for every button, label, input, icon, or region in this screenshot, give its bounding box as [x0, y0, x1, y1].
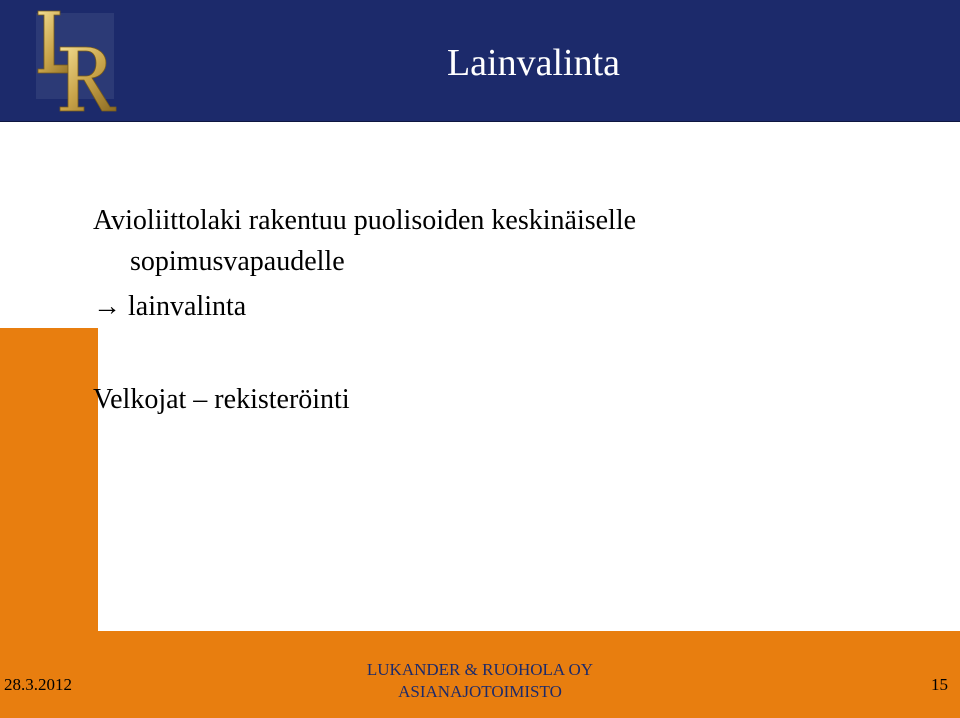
- body-line-3: → lainvalinta: [93, 291, 247, 322]
- slide-header: [0, 0, 960, 122]
- body-line-1: Avioliittolaki rakentuu puolisoiden keskinäiselle: [93, 205, 637, 236]
- footer-company-name: LUKANDER & RUOHOLA OY: [366, 660, 594, 679]
- footer-page-number: 15: [931, 675, 948, 694]
- company-logo: [30, 3, 120, 115]
- footer-date: 28.3.2012: [4, 675, 72, 694]
- body-line-4: Velkojat – rekisteröinti: [93, 384, 350, 415]
- footer-company: [0, 659, 960, 703]
- slide-title: Lainvalinta: [446, 42, 620, 84]
- body-line-2: sopimusvapaudelle: [130, 246, 345, 277]
- footer-company-type: ASIANAJOTOIMISTO: [398, 682, 562, 701]
